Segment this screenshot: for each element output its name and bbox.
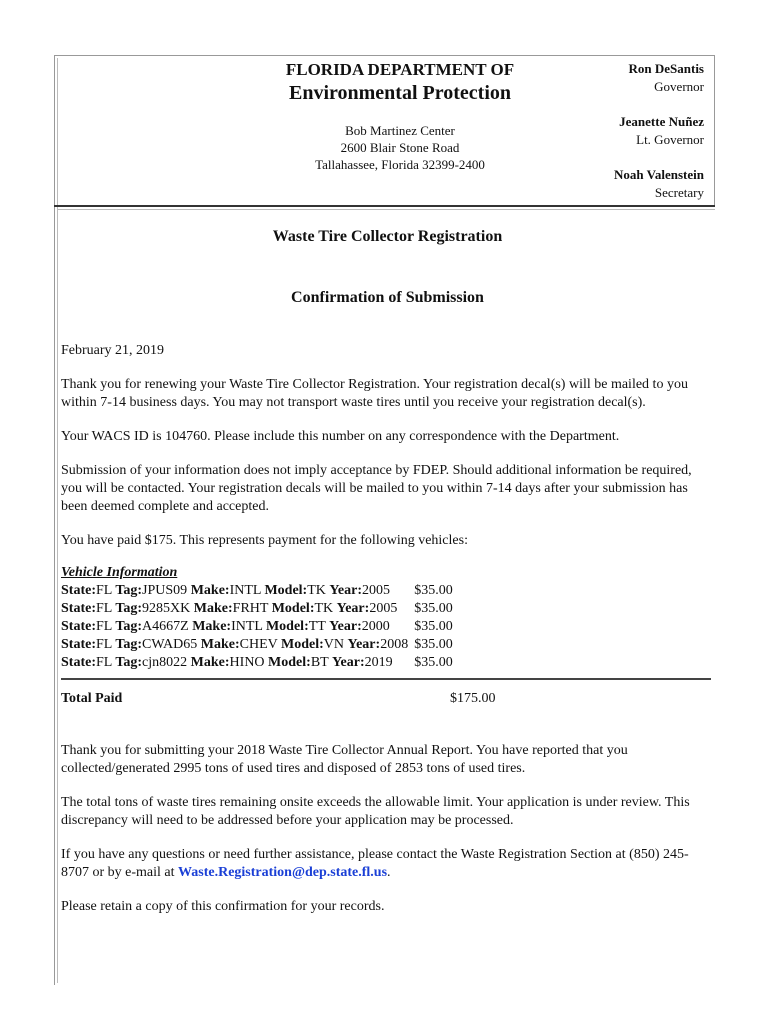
vehicle-year-value: 2000 xyxy=(361,619,390,634)
secretary-title: Secretary xyxy=(654,185,704,200)
contact-text: If you have any questions or need further assistance, please contact the Waste Registration Section at (850) 245-8707 or by e-mail at xyxy=(61,847,689,880)
frame-left-border xyxy=(54,55,55,985)
agency-name xyxy=(250,60,550,105)
contact-paragraph xyxy=(61,846,711,882)
vehicle-tag-value: JPUS09 xyxy=(142,583,191,598)
vehicle-info-heading: Vehicle Information xyxy=(61,565,178,580)
vehicle-make-label: Make: xyxy=(193,601,233,616)
vehicle-state-value: FL xyxy=(96,637,116,652)
vehicle-tag-label: Tag: xyxy=(115,637,143,652)
vehicle-year-value: 2019 xyxy=(364,655,393,670)
vehicle-make-value: FRHT xyxy=(232,601,272,616)
frame-right-border xyxy=(714,55,715,207)
vehicle-tag-label: Tag: xyxy=(115,655,143,670)
vehicle-model-value: TK xyxy=(314,601,337,616)
total-label: Total Paid xyxy=(61,691,123,706)
vehicle-make-label: Make: xyxy=(190,655,230,670)
address-line: Bob Martinez Center xyxy=(345,123,455,138)
vehicle-state-value: FL xyxy=(96,583,116,598)
document-body xyxy=(61,342,711,932)
vehicle-make-value: INTL xyxy=(229,583,265,598)
frame-top-border xyxy=(54,55,715,56)
vehicle-model-value: TT xyxy=(308,619,330,634)
vehicle-model-value: TK xyxy=(307,583,330,598)
vehicle-make-label: Make: xyxy=(200,637,240,652)
header-divider xyxy=(54,205,715,207)
header-divider-inner xyxy=(57,209,715,210)
wacs-id-paragraph: Your WACS ID is 104760. Please include this number on any correspondence with the Department. xyxy=(61,429,620,444)
agency-address xyxy=(280,122,520,173)
vehicle-row xyxy=(61,582,453,600)
annual-report-paragraph: Thank you for submitting your 2018 Waste Tire Collector Annual Report. You have reported that you collected/generated 2995 tons of used tires and disposed of 2853 tons of used tires. xyxy=(61,743,628,776)
vehicle-row xyxy=(61,618,453,636)
vehicle-state-label: State: xyxy=(61,655,96,670)
vehicle-model-label: Model: xyxy=(271,601,315,616)
vehicle-tag-label: Tag: xyxy=(115,583,143,598)
vehicle-row xyxy=(61,600,453,618)
vehicle-year-label: Year: xyxy=(329,583,363,598)
document-title: Waste Tire Collector Registration xyxy=(272,228,503,245)
vehicle-state-value: FL xyxy=(96,601,116,616)
vehicle-year-label: Year: xyxy=(329,619,362,634)
vehicle-model-label: Model: xyxy=(264,583,308,598)
vehicle-year-label: Year: xyxy=(336,601,370,616)
address-line: 2600 Blair Stone Road xyxy=(340,140,460,155)
vehicle-tag-value: A4667Z xyxy=(142,619,193,634)
vehicle-tag-label: Tag: xyxy=(115,619,143,634)
address-line: Tallahassee, Florida 32399-2400 xyxy=(315,157,485,172)
vehicle-amount: $35.00 xyxy=(414,601,453,616)
vehicle-state-label: State: xyxy=(61,619,96,634)
total-row xyxy=(61,690,711,708)
vehicle-tag-value: cjn8022 xyxy=(142,655,191,670)
secretary-name: Noah Valenstein xyxy=(614,167,704,182)
vehicle-year-value: 2008 xyxy=(380,637,409,652)
retain-copy-paragraph: Please retain a copy of this confirmation for your records. xyxy=(61,899,385,914)
review-paragraph: The total tons of waste tires remaining onsite exceeds the allowable limit. Your application is under review. This discrepancy will need to be addressed before your application may be processed. xyxy=(61,795,690,828)
agency-line1: FLORIDA DEPARTMENT OF xyxy=(285,60,515,79)
lt-governor-title: Lt. Governor xyxy=(636,132,704,147)
payment-paragraph: You have paid $175. This represents payment for the following vehicles: xyxy=(61,533,468,548)
vehicle-year-label: Year: xyxy=(347,637,381,652)
renewal-paragraph: Thank you for renewing your Waste Tire Collector Registration. Your registration decal(s) will be mailed to you within 7-14 business days. You may not transport waste tires until you receive your registration decal(s). xyxy=(61,377,688,410)
vehicle-model-label: Model: xyxy=(268,655,311,670)
acceptance-paragraph: Submission of your information does not imply acceptance by FDEP. Should additional information be required, you will be contacted. Your registration decals will be mailed to you within 7-14 days after your submission has been deemed complete and accepted. xyxy=(61,463,692,514)
vehicle-details xyxy=(61,618,408,636)
agency-line2: Environmental Protection xyxy=(288,82,512,104)
vehicle-model-value: VN xyxy=(323,637,348,652)
vehicle-state-label: State: xyxy=(61,601,96,616)
vehicle-details xyxy=(61,582,408,600)
vehicle-make-value: INTL xyxy=(231,619,266,634)
total-value: $175.00 xyxy=(450,691,496,706)
vehicle-tag-value: CWAD65 xyxy=(142,637,201,652)
vehicle-year-value: 2005 xyxy=(369,601,398,616)
vehicle-state-label: State: xyxy=(61,583,96,598)
governor-title: Governor xyxy=(654,79,704,94)
vehicle-row xyxy=(61,654,453,672)
vehicle-amount: $35.00 xyxy=(414,583,453,598)
lt-governor-name: Jeanette Nuñez xyxy=(619,114,704,129)
vehicle-model-label: Model: xyxy=(281,637,324,652)
document-subtitle: Confirmation of Submission xyxy=(291,289,484,306)
vehicle-details xyxy=(61,636,408,654)
vehicle-model-value: BT xyxy=(310,655,332,670)
vehicle-state-value: FL xyxy=(96,619,116,634)
vehicle-make-value: HINO xyxy=(229,655,269,670)
vehicle-make-value: CHEV xyxy=(239,637,282,652)
contact-end: . xyxy=(387,865,391,880)
vehicle-amount: $35.00 xyxy=(414,637,453,652)
officials-list xyxy=(614,60,704,202)
vehicle-state-label: State: xyxy=(61,637,96,652)
vehicle-details xyxy=(61,654,408,672)
vehicle-amount: $35.00 xyxy=(414,619,453,634)
vehicle-tag-label: Tag: xyxy=(115,601,143,616)
vehicle-make-label: Make: xyxy=(190,583,230,598)
vehicle-row xyxy=(61,636,453,654)
vehicle-model-label: Model: xyxy=(265,619,309,634)
vehicle-state-value: FL xyxy=(96,655,116,670)
vehicle-tag-value: 9285XK xyxy=(142,601,194,616)
vehicle-details xyxy=(61,600,408,618)
email-link[interactable]: Waste.Registration@dep.state.fl.us xyxy=(178,865,388,880)
vehicle-table xyxy=(61,582,453,672)
vehicle-year-value: 2005 xyxy=(362,583,391,598)
vehicle-amount: $35.00 xyxy=(414,655,453,670)
vehicle-year-label: Year: xyxy=(331,655,365,670)
date: February 21, 2019 xyxy=(61,343,165,358)
frame-left-inner-border xyxy=(57,58,58,983)
vehicle-make-label: Make: xyxy=(192,619,232,634)
governor-name: Ron DeSantis xyxy=(628,61,704,76)
total-divider xyxy=(61,678,711,680)
